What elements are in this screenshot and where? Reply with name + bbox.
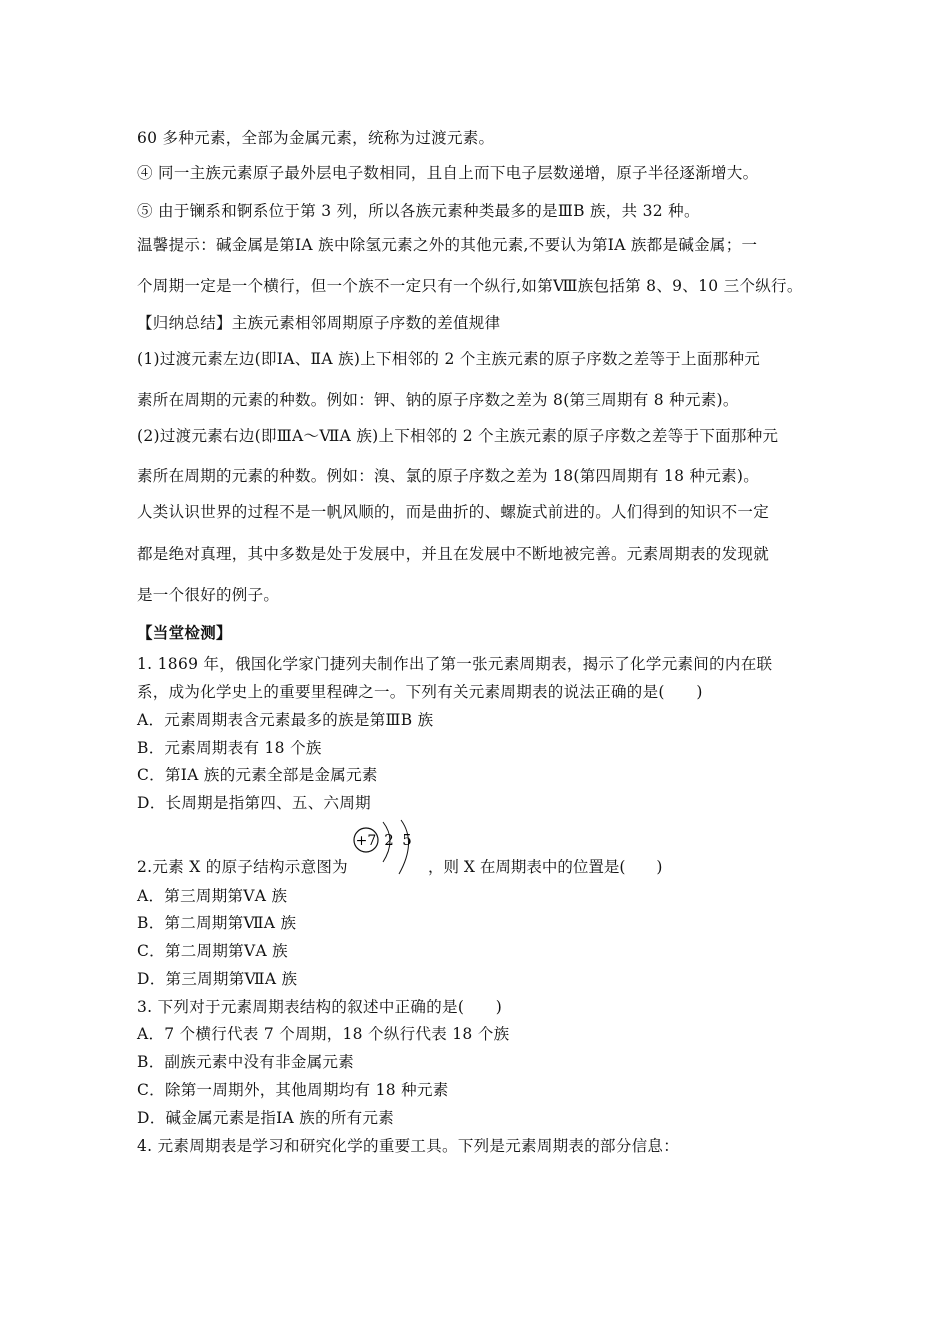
quiz-heading: 【当堂检测】 [137,623,232,642]
summary-p1-line-2: 素所在周期的元素的种数。例如：钾、钠的原子序数之差为 8(第三周期有 8 种元素)。 [137,391,739,409]
summary-p3-line-2: 都是绝对真理，其中多数是处于发展中，并且在发展中不断地被完善。元素周期表的发现就 [137,545,770,563]
q4-stem: 4. 元素周期表是学习和研究化学的重要工具。下列是元素周期表的部分信息： [137,1137,680,1155]
atom-shell-2-count: 5 [402,831,412,849]
q3-option-d: D．碱金属元素是指ⅠA 族的所有元素 [137,1109,395,1127]
q3-option-a: A．7 个横行代表 7 个周期，18 个纵行代表 18 个族 [137,1025,510,1043]
q2-stem: 2.元素 X 的原子结构示意图为 [137,858,348,876]
q1-stem-line-2: 系，成为化学史上的重要里程碑之一。下列有关元素周期表的说法正确的是( ) [137,683,703,701]
q1-option-c: C．第ⅠA 族的元素全部是金属元素 [137,766,378,784]
q1-option-a: A．元素周期表含元素最多的族是第ⅢB 族 [137,711,434,729]
summary-p2-line-1: (2)过渡元素右边(即ⅢA～ⅦA 族)上下相邻的 2 个主族元素的原子序数之差等于下面那种元 [137,427,779,445]
intro-point-5: ⑤ 由于镧系和锕系位于第 3 列，所以各族元素种类最多的是ⅢB 族，共 32 种。 [137,202,700,220]
q2-stem-continued: ，则 X 在周期表中的位置是( ) [428,858,663,876]
q1-stem-line-1: 1. 1869 年，俄国化学家门捷列夫制作出了第一张元素周期表，揭示了化学元素间的内在联 [137,655,773,673]
summary-p1-line-1: (1)过渡元素左边(即ⅠA、ⅡA 族)上下相邻的 2 个主族元素的原子序数之差等于上面那种元 [137,350,761,368]
atom-structure-diagram [353,818,423,876]
q3-stem: 3. 下列对于元素周期表结构的叙述中正确的是( ) [137,998,503,1016]
q2-option-b: B．第二周期第ⅦA 族 [137,914,297,932]
q2-option-c: C．第二周期第ⅤA 族 [137,942,288,960]
intro-line-1: 60 多种元素，全部为金属元素，统称为过渡元素。 [137,129,495,147]
q3-option-c: C．除第一周期外，其他周期均有 18 种元素 [137,1081,449,1099]
summary-p2-line-2: 素所在周期的元素的种数。例如：溴、氯的原子序数之差为 18(第四周期有 18 种元素)。 [137,467,760,485]
q2-option-d: D．第三周期第ⅦA 族 [137,970,298,988]
summary-p3-line-1: 人类认识世界的过程不是一帆风顺的，而是曲折的、螺旋式前进的。人们得到的知识不一定 [137,503,770,521]
q1-option-d: D．长周期是指第四、五、六周期 [137,794,371,812]
tip-line-2: 个周期一定是一个横行，但一个族不一定只有一个纵行,如第Ⅷ族包括第 8、9、10 三个纵行。 [137,277,803,295]
summary-p3-line-3: 是一个很好的例子。 [137,586,280,604]
q3-option-b: B．副族元素中没有非金属元素 [137,1053,355,1071]
q2-option-a: A．第三周期第ⅤA 族 [137,887,288,905]
tip-line-1: 温馨提示：碱金属是第ⅠA 族中除氢元素之外的其他元素,不要认为第ⅠA 族都是碱金属；一 [137,236,758,254]
atom-shell-1-count: 2 [384,831,394,849]
intro-point-4: ④ 同一主族元素原子最外层电子数相同，且自上而下电子层数递增，原子半径逐渐增大。 [137,164,759,182]
q1-option-b: B．元素周期表有 18 个族 [137,739,322,757]
atom-nucleus-charge: +7 [355,833,377,849]
summary-heading: 【归纳总结】主族元素相邻周期原子序数的差值规律 [137,314,501,332]
